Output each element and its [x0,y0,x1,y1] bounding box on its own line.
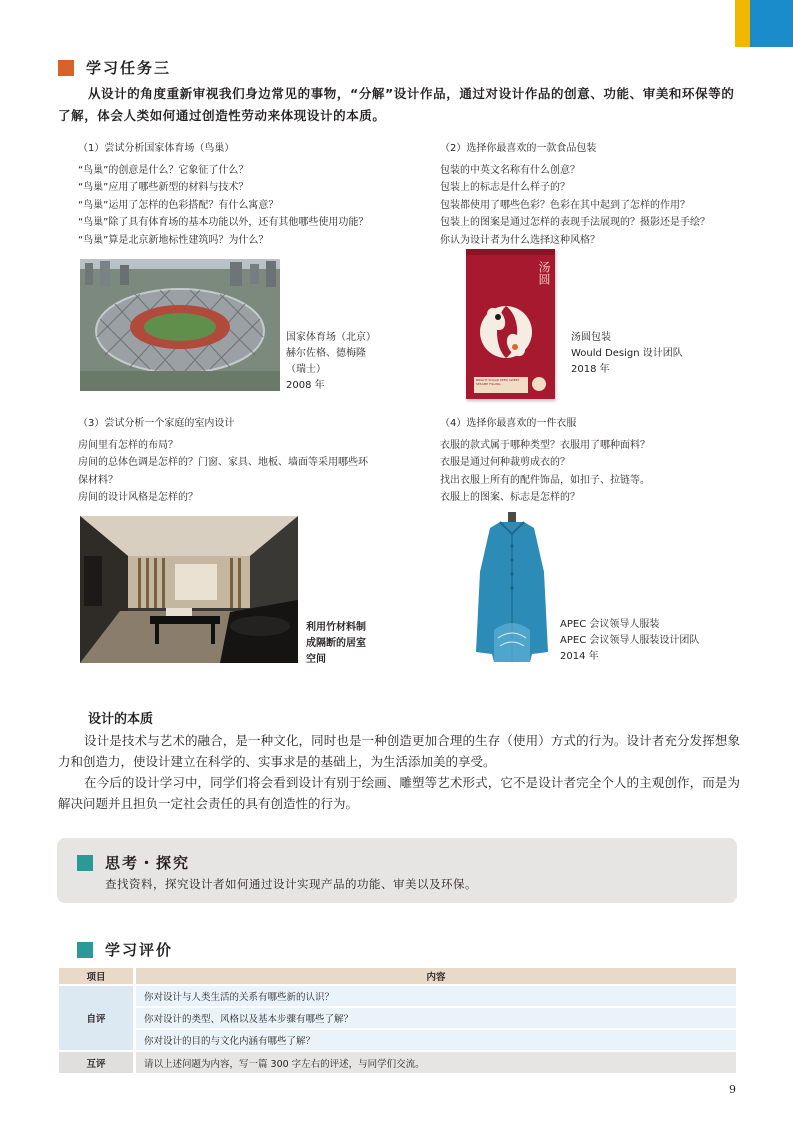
item-2-question: 包装都使用了哪些色彩？色彩在其中起到了怎样的作用？ [440,199,690,211]
task-header [58,57,171,78]
evaluation-table [59,966,736,1075]
section-square-icon [77,855,93,871]
table-header-item: 项目 [59,968,136,984]
self-eval-item: 你对设计的类型、风格以及基本步骤有哪些了解？ [136,1008,736,1028]
item-4-caption: APEC 会议领导人服装 APEC 会议领导人服装设计团队 2014 年 [560,619,700,662]
item-2-question: 你认为设计者为什么选择这种风格？ [440,234,600,246]
package-bowl-icon [532,377,546,391]
page-number: 9 [729,1083,736,1096]
item-2-question: 包装上的图案是通过怎样的表现手法展现的？摄影还是手绘？ [440,217,710,228]
item-3-question: 房间的设计风格是怎样的？ [78,492,198,503]
item-1-question: “鸟巢”除了具有体育场的基本功能以外，还有其他哪些使用功能？ [78,217,369,228]
item-2-question: 包装的中英文名称有什么创意？ [440,164,580,176]
table-row [59,1030,736,1050]
package-brand-text: 汤圆 [537,261,551,285]
item-4-question: 衣服的款式属于哪种类型？衣服用了哪种面料？ [440,439,650,451]
evaluation-header [77,939,173,960]
table-row [59,1008,736,1028]
section-square-icon [58,60,74,76]
table-row [59,986,736,1006]
essence-title: 设计的本质 [88,712,154,727]
self-eval-item: 你对设计的目的与文化内涵有哪些了解？ [136,1030,736,1050]
birds-nest-photo [80,259,280,391]
item-3-question: 房间里有怎样的布局？ [78,439,178,451]
self-eval-item: 你对设计与人类生活的关系有哪些新的认识？ [136,986,736,1006]
item-2-caption: 汤圆包装 Would Design 设计团队 2018 年 [571,332,683,375]
table-header-content: 内容 [136,968,736,984]
item-4 [440,415,740,507]
section-square-icon [77,942,93,958]
corner-tab-blue [750,0,793,47]
tangyuan-package-photo [466,249,555,399]
package-label: BRIGHT SUGAR SEED SWEET SESAME FILLING [474,377,528,393]
item-2-question: 包装上的标志是什么样子的？ [440,182,570,193]
item-4-question: 衣服上的图案、标志是怎样的？ [440,492,580,503]
item-3-heading: （3）尝试分析一个家庭的室内设计 [78,418,235,429]
interior-room-photo [80,516,298,663]
item-1-caption: 国家体育场（北京） 赫尔佐格、德梅隆 （瑞士） 2008 年 [286,332,376,391]
item-4-question: 找出衣服上所有的配件饰品，如扣子、拉链等。 [440,474,650,486]
apec-garment-photo [472,512,552,664]
item-1-question: “鸟巢”运用了怎样的色彩搭配？有什么寓意？ [78,199,279,211]
essence-paragraph-1: 设计是技术与艺术的融合，是一种文化，同时也是一种创造更加合理的生存（使用）方式的行为。设计者充分发挥想象力和创造力，使设计建立在科学的、实事求是的基础上，为生活添加美的享受。 [58,733,740,769]
peer-eval-text: 请以上述问题为内容，写一篇 300 字左右的评述，与同学们交流。 [136,1052,736,1073]
item-2 [440,140,740,249]
item-1-question: “鸟巢”应用了哪些新型的材料与技术？ [78,182,249,193]
item-1-question: “鸟巢”算是北京新地标性建筑吗？为什么？ [78,234,269,246]
think-text: 查找资料，探究设计者如何通过设计实现产品的功能、审美以及环保。 [105,877,477,891]
task-title: 学习任务三 [86,59,172,77]
item-3-caption: 利用竹材料制 成隔断的居室 空间 [306,622,366,665]
self-eval-label: 自评 [59,986,136,1050]
koi-fish-icon [476,297,536,367]
peer-eval-label: 互评 [59,1052,136,1073]
item-1-question: “鸟巢”的创意是什么？它象征了什么？ [78,164,249,176]
think-title: 思考・探究 [105,854,191,872]
task-intro: 从设计的角度重新审视我们身边常见的事物，“分解”设计作品，通过对设计作品的创意、功能、审美和环保等的了解，体会人类如何通过创造性劳动来体现设计的本质。 [58,86,735,123]
item-4-question: 衣服是通过何种裁剪成衣的？ [440,457,570,468]
corner-tab-yellow [735,0,750,47]
item-3-question: 房间的总体色调是怎样的？门窗、家具、地板、墙面等采用哪些环 [78,457,368,468]
essence-paragraph-2: 在今后的设计学习中，同学们将会看到设计有别于绘画、雕塑等艺术形式，它不是设计者完全个人的主观创作，而是为解决问题并且担负一定社会责任的具有创造性的行为。 [58,775,740,811]
item-3-question: 保材料？ [78,474,118,486]
table-row [59,1052,736,1073]
item-2-heading: （2）选择你最喜欢的一款食品包装 [440,143,597,154]
item-1-heading: （1）尝试分析国家体育场（鸟巢） [78,143,235,154]
item-4-heading: （4）选择你最喜欢的一件衣服 [440,418,577,429]
item-3 [78,415,418,507]
evaluation-title: 学习评价 [105,941,174,959]
item-1 [78,140,418,249]
think-header [77,852,190,873]
